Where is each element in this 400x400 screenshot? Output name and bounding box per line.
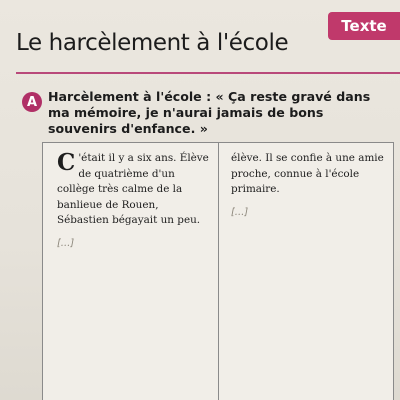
omitted-text-note: […]: [57, 238, 75, 250]
omitted-text-note: […]: [231, 206, 249, 218]
page-title: Le harcèlement à l'école: [16, 30, 289, 56]
section-headline: Harcèlement à l'école : « Ça reste gravé dans ma mémoire, je n'aurai jamais de bons souvenirs d'enfance. »: [48, 89, 371, 136]
section-badge: A: [22, 92, 42, 112]
article-paragraph: [57, 151, 212, 229]
article-column-right: [218, 143, 393, 400]
article-text: 'était il y a six ans. Élève de quatrième d'un collège très calme de la banlieue de Rouen, Sébastien bégayait un peu.: [57, 152, 209, 227]
article-paragraph: [231, 151, 387, 198]
section-tab-label: Texte: [341, 17, 387, 35]
article-box: [42, 142, 394, 400]
article-text: élève. Il se confie à une amie proche, connue à l'école primaire.: [231, 152, 384, 196]
section-tab: [328, 12, 400, 40]
drop-cap: C: [57, 149, 76, 176]
article-column-left: [43, 143, 218, 400]
title-rule: [16, 72, 400, 74]
